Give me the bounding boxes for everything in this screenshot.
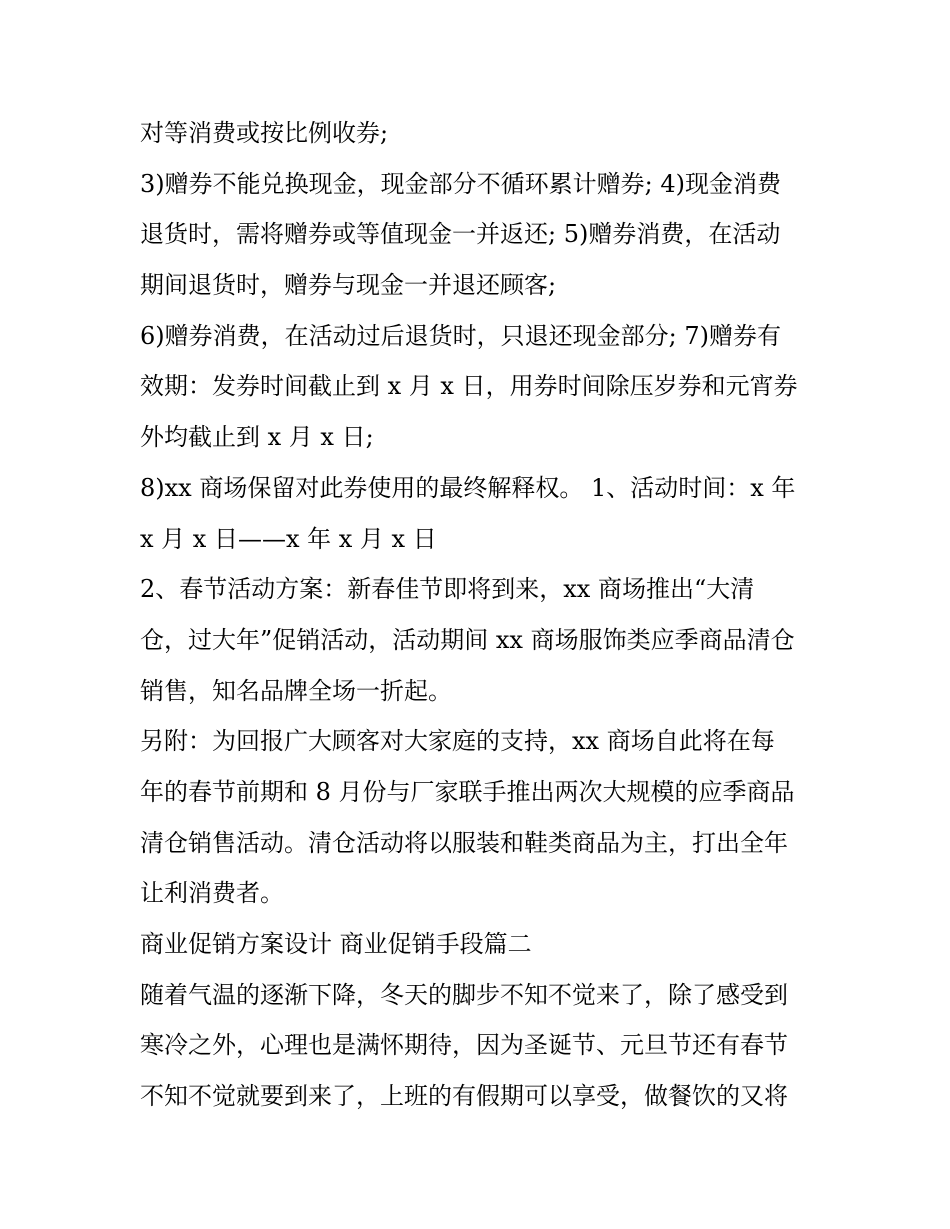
text-line: x 月 x 日——x 年 x 月 x 日 [140,524,437,553]
text-line: 对等消费或按比例收券; [140,119,389,147]
text-line: 销售，知名品牌全场一折起。 [140,676,452,705]
text-line: 另附：为回报广大顾客对大家庭的支持，xx 商场自此将在每 [140,727,775,756]
text-line: 8)xx 商场保留对此券使用的最终解释权。 1、活动时间：x 年 [140,473,796,502]
text-line: 3)赠券不能兑换现金，现金部分不循环累计赠券; 4)现金消费 [140,169,781,198]
text-line: 2、春节活动方案：新春佳节即将到来，xx 商场推出“大清 [140,575,755,604]
text-line: 让利消费者。 [140,879,284,908]
text-line: 退货时，需将赠券或等值现金一并返还; 5)赠券消费，在活动 [140,220,781,249]
text-line: 清仓销售活动。清仓活动将以服装和鞋类商品为主，打出全年 [140,828,788,857]
document-body [140,108,820,1122]
text-line: 6)赠券消费，在活动过后退货时，只退还现金部分; 7)赠券有 [140,321,781,350]
text-line: 期间退货时，赠券与现金一并退还顾客; [140,271,557,300]
text-line: 外均截止到 x 月 x 日; [140,423,374,452]
text-line: 寒冷之外，心理也是满怀期待，因为圣诞节、元旦节还有春节 [140,1031,788,1060]
text-line: 效期：发券时间截止到 x 月 x 日，用券时间除压岁券和元宵券 [140,372,798,401]
text-line: 不知不觉就要到来了，上班的有假期可以享受，做餐饮的又将 [140,1082,788,1111]
text-line: 仓，过大年”促销活动，活动期间 xx 商场服饰类应季商品清仓 [140,625,795,654]
section-heading: 商业促销方案设计 商业促销手段篇二 [140,930,532,958]
text-line: 年的春节前期和 8 月份与厂家联手推出两次大规模的应季商品 [140,777,795,806]
text-line: 随着气温的逐渐下降，冬天的脚步不知不觉来了，除了感受到 [140,980,788,1009]
